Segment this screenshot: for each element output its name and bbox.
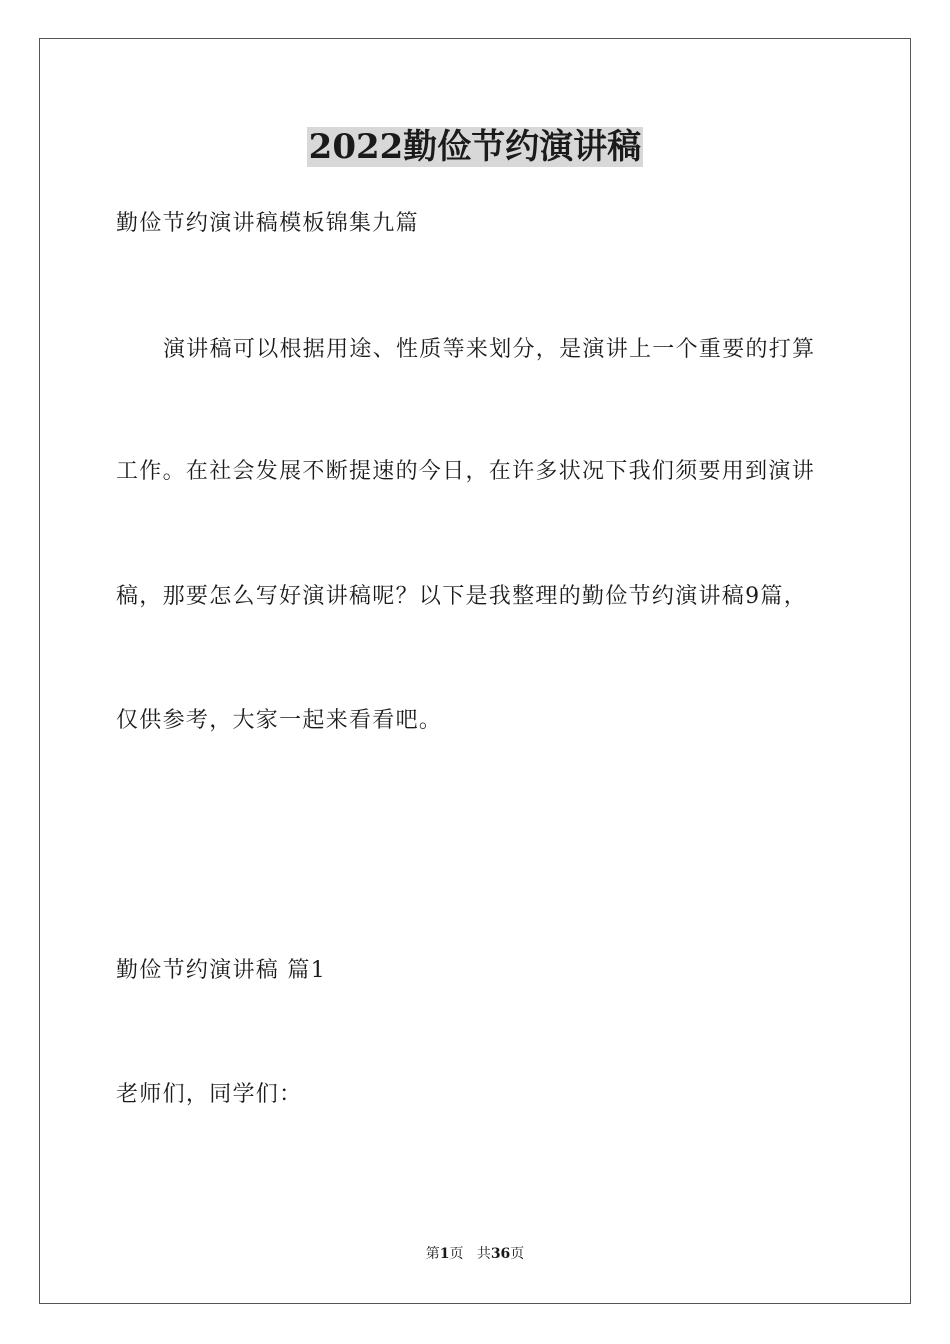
footer-total-pages: 36 (490, 1246, 511, 1262)
footer-page-number: 1 (439, 1246, 450, 1262)
greeting-line: 老师们，同学们： (116, 1082, 303, 1107)
footer-total-suffix: 页 (510, 1246, 525, 1262)
document-subtitle: 勤俭节约演讲稿模板锦集九篇 (116, 211, 419, 236)
document-title: 2022勤俭节约演讲稿 (308, 127, 642, 167)
page-footer (0, 1245, 950, 1263)
footer-page-suffix: 页 (449, 1246, 464, 1262)
intro-line-3: 稿，那要怎么写好演讲稿呢？以下是我整理的勤俭节约演讲稿9篇， (116, 584, 807, 609)
footer-total-prefix: 共 (476, 1246, 491, 1262)
section-heading: 勤俭节约演讲稿 篇1 (116, 958, 326, 983)
document-title-block (0, 124, 950, 170)
intro-line-2: 工作。在社会发展不断提速的今日，在许多状况下我们须要用到演讲 (116, 459, 816, 484)
footer-page-prefix: 第 (425, 1246, 440, 1262)
intro-line-4: 仅供参考，大家一起来看看吧。 (116, 708, 443, 733)
intro-line-1: 演讲稿可以根据用途、性质等来划分，是演讲上一个重要的打算 (163, 337, 816, 362)
